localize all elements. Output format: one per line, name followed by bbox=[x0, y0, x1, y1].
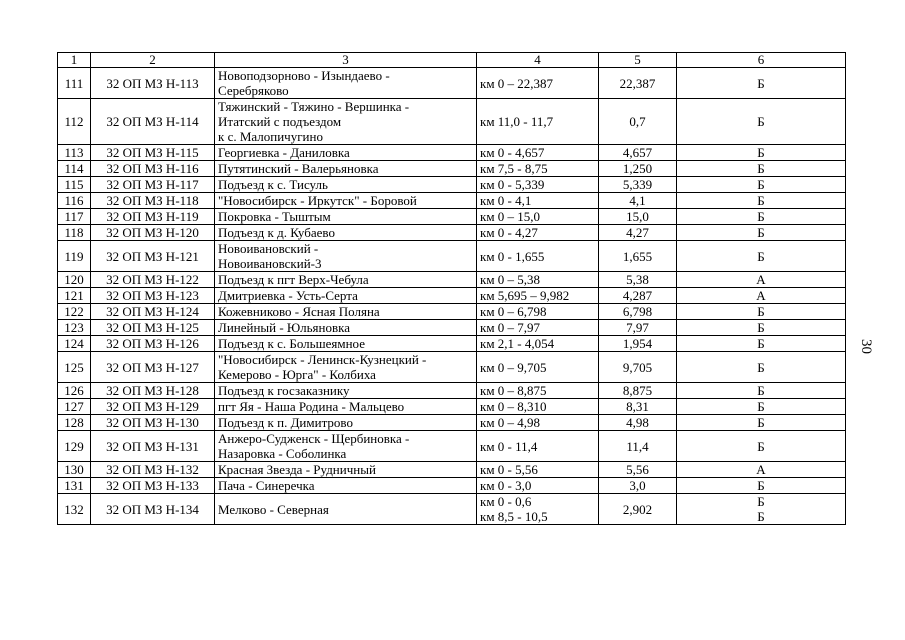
road-name-line: пгт Яя - Наша Родина - Мальцево bbox=[218, 399, 405, 414]
road-name-cell bbox=[215, 241, 477, 272]
road-length-cell: 4,1 bbox=[599, 193, 677, 209]
road-category-cell bbox=[677, 177, 846, 193]
km-range-line: км 0 – 6,798 bbox=[480, 304, 547, 319]
row-number-cell: 130 bbox=[58, 462, 91, 478]
km-range-cell bbox=[477, 304, 599, 320]
road-name-line: Подъезд к пгт Верх-Чебула bbox=[218, 272, 369, 287]
road-category-line: Б bbox=[757, 75, 765, 91]
road-name-cell bbox=[215, 304, 477, 320]
road-category-line: Б bbox=[757, 225, 765, 240]
table-row bbox=[58, 415, 846, 431]
km-range-line: км 0 – 15,0 bbox=[480, 209, 541, 224]
header-cell-1: 1 bbox=[58, 53, 91, 68]
row-number-cell: 129 bbox=[58, 431, 91, 462]
km-range-cell bbox=[477, 478, 599, 494]
road-name-line: Кемерово - Юрга" - Колбиха bbox=[218, 367, 376, 382]
road-category-line: Б bbox=[757, 177, 765, 192]
road-length-cell: 11,4 bbox=[599, 431, 677, 462]
road-code-cell: 32 ОП МЗ Н-114 bbox=[91, 99, 215, 145]
row-number-cell: 127 bbox=[58, 399, 91, 415]
header-row bbox=[58, 53, 846, 68]
table-row bbox=[58, 225, 846, 241]
road-name-line: Подъезд к с. Тисуль bbox=[218, 177, 328, 192]
row-number-cell: 131 bbox=[58, 478, 91, 494]
table-row bbox=[58, 352, 846, 383]
road-category-cell bbox=[677, 272, 846, 288]
road-code-cell: 32 ОП МЗ Н-130 bbox=[91, 415, 215, 431]
road-name-cell bbox=[215, 145, 477, 161]
row-number-cell: 115 bbox=[58, 177, 91, 193]
km-range-cell bbox=[477, 336, 599, 352]
km-range-line: км 2,1 - 4,054 bbox=[480, 336, 555, 351]
road-category-cell bbox=[677, 145, 846, 161]
row-number-cell: 128 bbox=[58, 415, 91, 431]
road-name-line: Новоивановский-3 bbox=[218, 256, 322, 271]
row-number-cell: 114 bbox=[58, 161, 91, 177]
road-length-cell: 8,31 bbox=[599, 399, 677, 415]
road-category-line: Б bbox=[757, 494, 765, 509]
road-length-cell: 3,0 bbox=[599, 478, 677, 494]
table-row bbox=[58, 462, 846, 478]
km-range-line: км 0 - 5,56 bbox=[480, 462, 538, 477]
road-name-line: Итатский с подъездом bbox=[218, 114, 342, 129]
road-name-line: "Новосибирск - Ленинск-Кузнецкий - bbox=[218, 352, 427, 367]
road-name-cell bbox=[215, 478, 477, 494]
row-number-cell: 120 bbox=[58, 272, 91, 288]
road-length-cell: 7,97 bbox=[599, 320, 677, 336]
road-category-line: Б bbox=[757, 383, 765, 398]
road-name-line: Подъезд к п. Димитрово bbox=[218, 415, 353, 430]
road-code-cell: 32 ОП МЗ Н-127 bbox=[91, 352, 215, 383]
road-length-cell: 4,27 bbox=[599, 225, 677, 241]
road-name-line: Подъезд к с. Большеямное bbox=[218, 336, 365, 351]
road-name-line: Красная Звезда - Рудничный bbox=[218, 462, 376, 477]
km-range-line: км 0 – 7,97 bbox=[480, 320, 541, 335]
km-range-cell bbox=[477, 209, 599, 225]
km-range-line: км 8,5 - 10,5 bbox=[480, 509, 548, 524]
table-row bbox=[58, 304, 846, 320]
road-name-line: "Новосибирск - Иркутск" - Боровой bbox=[218, 193, 417, 208]
road-category-line: Б bbox=[757, 161, 765, 176]
table-row bbox=[58, 193, 846, 209]
row-number-cell: 117 bbox=[58, 209, 91, 225]
road-category-line: А bbox=[756, 272, 766, 287]
road-name-line: Тяжинский - Тяжино - Вершинка - bbox=[218, 99, 410, 114]
table-row bbox=[58, 241, 846, 272]
road-name-line: Георгиевка - Даниловка bbox=[218, 145, 350, 160]
road-name-cell bbox=[215, 399, 477, 415]
table-row bbox=[58, 145, 846, 161]
row-number-cell: 121 bbox=[58, 288, 91, 304]
road-length-cell: 4,287 bbox=[599, 288, 677, 304]
km-range-line: км 5,695 – 9,982 bbox=[480, 288, 570, 303]
road-length-cell: 5,38 bbox=[599, 272, 677, 288]
row-number-cell: 122 bbox=[58, 304, 91, 320]
road-length-cell: 22,387 bbox=[599, 68, 677, 99]
header-cell-5: 5 bbox=[599, 53, 677, 68]
roads-table bbox=[57, 52, 846, 525]
km-range-line: км 0 – 5,38 bbox=[480, 272, 541, 287]
km-range-cell bbox=[477, 225, 599, 241]
road-code-cell: 32 ОП МЗ Н-119 bbox=[91, 209, 215, 225]
road-name-line: Пача - Синеречка bbox=[218, 478, 315, 493]
row-number-cell: 113 bbox=[58, 145, 91, 161]
road-code-cell: 32 ОП МЗ Н-129 bbox=[91, 399, 215, 415]
road-code-cell: 32 ОП МЗ Н-124 bbox=[91, 304, 215, 320]
table-row bbox=[58, 272, 846, 288]
road-code-cell: 32 ОП МЗ Н-121 bbox=[91, 241, 215, 272]
road-name-cell bbox=[215, 225, 477, 241]
road-category-line: Б bbox=[757, 399, 765, 414]
row-number-cell: 124 bbox=[58, 336, 91, 352]
road-category-line: Б bbox=[757, 336, 765, 351]
road-category-cell bbox=[677, 99, 846, 145]
road-category-cell bbox=[677, 399, 846, 415]
header-cell-6: 6 bbox=[677, 53, 846, 68]
road-name-cell bbox=[215, 320, 477, 336]
table-row bbox=[58, 177, 846, 193]
road-name-line: Анжеро-Судженск - Щербиновка - bbox=[218, 431, 410, 446]
road-length-cell: 6,798 bbox=[599, 304, 677, 320]
table-row bbox=[58, 320, 846, 336]
road-name-line: Назаровка - Соболинка bbox=[218, 446, 347, 461]
km-range-line: км 0 – 4,98 bbox=[480, 415, 541, 430]
km-range-line: км 0 - 4,1 bbox=[480, 193, 532, 208]
road-code-cell: 32 ОП МЗ Н-113 bbox=[91, 68, 215, 99]
table-row bbox=[58, 288, 846, 304]
road-length-cell: 2,902 bbox=[599, 494, 677, 525]
road-name-cell bbox=[215, 336, 477, 352]
km-range-cell bbox=[477, 288, 599, 304]
road-name-cell bbox=[215, 352, 477, 383]
row-number-cell: 111 bbox=[58, 68, 91, 99]
road-name-line: Дмитриевка - Усть-Серта bbox=[218, 288, 358, 303]
row-number-cell: 126 bbox=[58, 383, 91, 399]
road-name-cell bbox=[215, 431, 477, 462]
road-name-cell bbox=[215, 288, 477, 304]
road-category-cell bbox=[677, 320, 846, 336]
row-number-cell: 112 bbox=[58, 99, 91, 145]
road-code-cell: 32 ОП МЗ Н-116 bbox=[91, 161, 215, 177]
road-length-cell: 4,98 bbox=[599, 415, 677, 431]
road-code-cell: 32 ОП МЗ Н-134 bbox=[91, 494, 215, 525]
road-category-line: Б bbox=[757, 248, 765, 264]
row-number-cell: 123 bbox=[58, 320, 91, 336]
road-category-cell bbox=[677, 462, 846, 478]
road-length-cell: 1,250 bbox=[599, 161, 677, 177]
km-range-cell bbox=[477, 272, 599, 288]
table-row bbox=[58, 161, 846, 177]
km-range-cell bbox=[477, 177, 599, 193]
road-category-cell bbox=[677, 241, 846, 272]
road-category-line: Б bbox=[757, 209, 765, 224]
km-range-cell bbox=[477, 494, 599, 525]
road-name-cell bbox=[215, 415, 477, 431]
road-category-cell bbox=[677, 478, 846, 494]
table-row bbox=[58, 68, 846, 99]
table-row bbox=[58, 494, 846, 525]
road-category-cell bbox=[677, 494, 846, 525]
road-code-cell: 32 ОП МЗ Н-132 bbox=[91, 462, 215, 478]
km-range-line: км 7,5 - 8,75 bbox=[480, 161, 548, 176]
km-range-cell bbox=[477, 161, 599, 177]
road-category-line: А bbox=[756, 288, 766, 303]
road-category-line: Б bbox=[757, 304, 765, 319]
road-name-cell bbox=[215, 161, 477, 177]
km-range-line: км 0 - 11,4 bbox=[480, 438, 538, 454]
km-range-line: км 0 - 3,0 bbox=[480, 478, 532, 493]
road-name-line: Мелково - Северная bbox=[218, 501, 329, 517]
km-range-cell bbox=[477, 68, 599, 99]
table-body bbox=[58, 53, 846, 525]
table-row bbox=[58, 209, 846, 225]
road-category-line: Б bbox=[757, 114, 765, 129]
km-range-cell bbox=[477, 193, 599, 209]
row-number-cell: 118 bbox=[58, 225, 91, 241]
road-name-cell bbox=[215, 68, 477, 99]
table-row bbox=[58, 336, 846, 352]
road-code-cell: 32 ОП МЗ Н-122 bbox=[91, 272, 215, 288]
page-number: 30 bbox=[858, 339, 874, 354]
road-length-cell: 5,56 bbox=[599, 462, 677, 478]
km-range-cell bbox=[477, 241, 599, 272]
road-category-line: Б bbox=[757, 193, 765, 208]
road-code-cell: 32 ОП МЗ Н-118 bbox=[91, 193, 215, 209]
road-name-cell bbox=[215, 209, 477, 225]
road-category-line: А bbox=[756, 462, 766, 477]
km-range-line: км 0 - 1,655 bbox=[480, 248, 545, 264]
road-name-line: Подъезд к д. Кубаево bbox=[218, 225, 335, 240]
km-range-line: км 0 - 4,657 bbox=[480, 145, 545, 160]
road-category-cell bbox=[677, 383, 846, 399]
road-category-line: Б bbox=[757, 145, 765, 160]
road-name-cell bbox=[215, 177, 477, 193]
km-range-cell bbox=[477, 145, 599, 161]
road-name-line: Путятинский - Валерьяновка bbox=[218, 161, 379, 176]
road-length-cell: 4,657 bbox=[599, 145, 677, 161]
road-category-line: Б bbox=[757, 415, 765, 430]
row-number-cell: 116 bbox=[58, 193, 91, 209]
road-category-line: Б bbox=[757, 478, 765, 493]
row-number-cell: 125 bbox=[58, 352, 91, 383]
road-name-cell bbox=[215, 193, 477, 209]
table-row bbox=[58, 399, 846, 415]
road-name-cell bbox=[215, 272, 477, 288]
road-category-cell bbox=[677, 68, 846, 99]
km-range-cell bbox=[477, 383, 599, 399]
road-code-cell: 32 ОП МЗ Н-133 bbox=[91, 478, 215, 494]
road-category-cell bbox=[677, 209, 846, 225]
road-code-cell: 32 ОП МЗ Н-120 bbox=[91, 225, 215, 241]
road-category-cell bbox=[677, 288, 846, 304]
km-range-line: км 11,0 - 11,7 bbox=[480, 114, 554, 129]
road-name-line: Линейный - Юльяновка bbox=[218, 320, 351, 335]
road-length-cell: 15,0 bbox=[599, 209, 677, 225]
road-length-cell: 5,339 bbox=[599, 177, 677, 193]
road-name-line: Подъезд к госзаказнику bbox=[218, 383, 350, 398]
road-category-line: Б bbox=[757, 438, 765, 454]
row-number-cell: 119 bbox=[58, 241, 91, 272]
road-category-cell bbox=[677, 304, 846, 320]
km-range-cell bbox=[477, 399, 599, 415]
km-range-line: км 0 – 9,705 bbox=[480, 359, 547, 375]
header-cell-2: 2 bbox=[91, 53, 215, 68]
road-category-cell bbox=[677, 193, 846, 209]
km-range-cell bbox=[477, 320, 599, 336]
road-code-cell: 32 ОП МЗ Н-125 bbox=[91, 320, 215, 336]
road-name-line: Новоподзорново - Изындаево - bbox=[218, 68, 390, 83]
row-number-cell: 132 bbox=[58, 494, 91, 525]
road-name-cell bbox=[215, 99, 477, 145]
km-range-line: км 0 – 8,875 bbox=[480, 383, 547, 398]
header-cell-4: 4 bbox=[477, 53, 599, 68]
road-code-cell: 32 ОП МЗ Н-123 bbox=[91, 288, 215, 304]
km-range-line: км 0 – 8,310 bbox=[480, 399, 547, 414]
km-range-cell bbox=[477, 352, 599, 383]
km-range-cell bbox=[477, 415, 599, 431]
header-cell-3: 3 bbox=[215, 53, 477, 68]
road-category-cell bbox=[677, 225, 846, 241]
road-category-cell bbox=[677, 161, 846, 177]
road-length-cell: 8,875 bbox=[599, 383, 677, 399]
road-code-cell: 32 ОП МЗ Н-128 bbox=[91, 383, 215, 399]
road-code-cell: 32 ОП МЗ Н-131 bbox=[91, 431, 215, 462]
km-range-line: км 0 – 22,387 bbox=[480, 75, 554, 91]
km-range-cell bbox=[477, 462, 599, 478]
road-name-cell bbox=[215, 494, 477, 525]
road-category-cell bbox=[677, 431, 846, 462]
road-name-line: к с. Малопичугино bbox=[218, 129, 323, 144]
road-category-cell bbox=[677, 415, 846, 431]
table-row bbox=[58, 99, 846, 145]
road-name-line: Кожевниково - Ясная Поляна bbox=[218, 304, 380, 319]
road-length-cell: 1,655 bbox=[599, 241, 677, 272]
road-name-cell bbox=[215, 462, 477, 478]
km-range-line: км 0 - 0,6 bbox=[480, 494, 532, 509]
table-row bbox=[58, 478, 846, 494]
road-length-cell: 9,705 bbox=[599, 352, 677, 383]
table-row bbox=[58, 431, 846, 462]
road-name-line: Новоивановский - bbox=[218, 241, 319, 256]
road-category-cell bbox=[677, 352, 846, 383]
road-category-line: Б bbox=[757, 320, 765, 335]
road-length-cell: 1,954 bbox=[599, 336, 677, 352]
road-category-line: Б bbox=[757, 359, 765, 375]
road-category-line: Б bbox=[757, 509, 765, 524]
road-code-cell: 32 ОП МЗ Н-115 bbox=[91, 145, 215, 161]
road-name-cell bbox=[215, 383, 477, 399]
road-code-cell: 32 ОП МЗ Н-126 bbox=[91, 336, 215, 352]
road-name-line: Покровка - Тыштым bbox=[218, 209, 331, 224]
road-length-cell: 0,7 bbox=[599, 99, 677, 145]
km-range-line: км 0 - 4,27 bbox=[480, 225, 538, 240]
road-category-cell bbox=[677, 336, 846, 352]
km-range-line: км 0 - 5,339 bbox=[480, 177, 545, 192]
km-range-cell bbox=[477, 99, 599, 145]
road-code-cell: 32 ОП МЗ Н-117 bbox=[91, 177, 215, 193]
km-range-cell bbox=[477, 431, 599, 462]
table-row bbox=[58, 383, 846, 399]
road-name-line: Серебряково bbox=[218, 83, 289, 98]
